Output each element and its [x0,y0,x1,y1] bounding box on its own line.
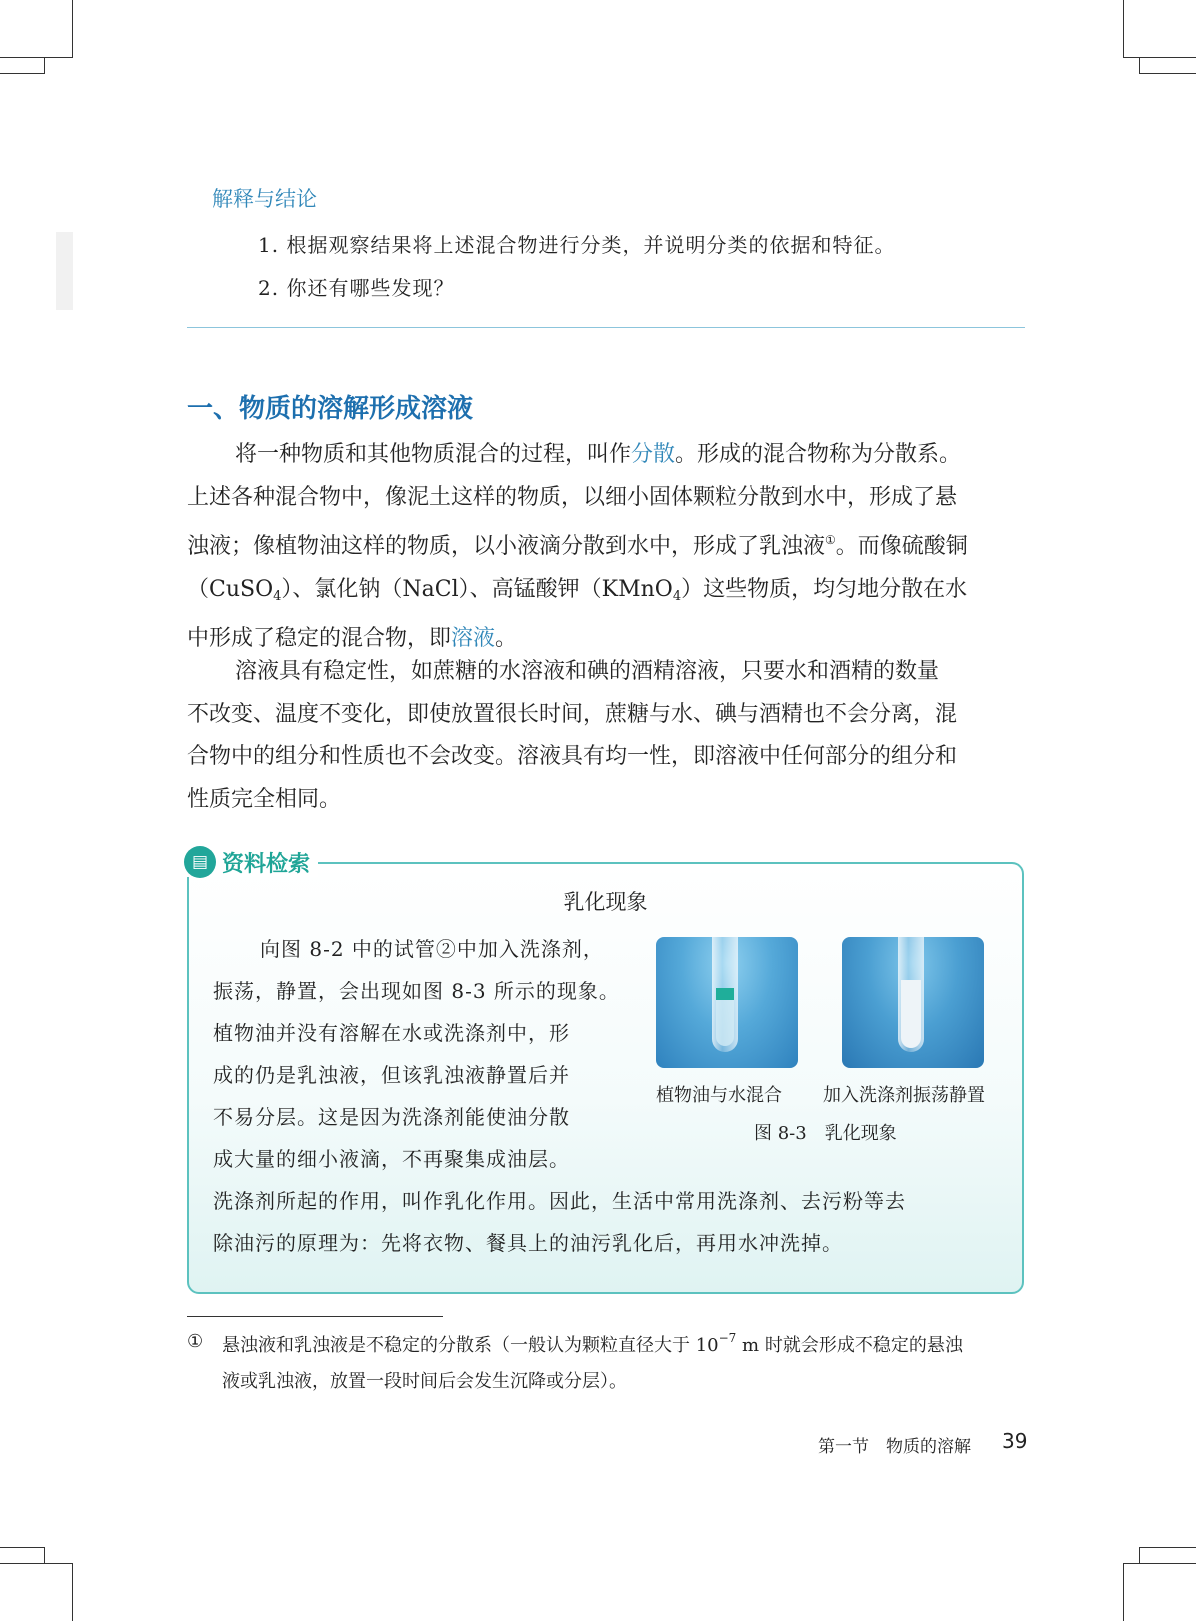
running-footer: 第一节 物质的溶解 [818,1437,971,1457]
text-line: 将一种物质和其他物质混合的过程，叫作分散。形成的混合物称为分散系。 [235,442,962,467]
question-1: 1. 根据观察结果将上述混合物进行分类，并说明分类的依据和特征。 [258,233,896,257]
test-tube [712,937,738,1052]
keyword-dispersion: 分散 [631,442,676,467]
paragraph-stability [187,651,1027,821]
margin-tab [56,232,73,310]
crop-mark [44,58,45,74]
info-line: 成的仍是乳浊液，但该乳浊液静置后并 [213,1063,570,1087]
footnote-ref: ① [825,533,836,547]
text-line: 中形成了稳定的混合物，即溶液。 [187,626,518,651]
crop-mark [1139,1547,1140,1563]
footnote-rule [187,1316,443,1317]
photo-caption-left: 植物油与水混合 [656,1085,782,1106]
text-line: 溶液具有稳定性，如蔗糖的水溶液和碘的酒精溶液，只要水和酒精的数量 [235,659,940,684]
keyword-solution: 溶液 [451,626,496,651]
crop-mark [1123,1563,1196,1564]
info-line: 振荡，静置，会出现如图 8-3 所示的现象。 [213,979,620,1003]
paragraph-dispersion [187,434,1027,661]
footnote-line: 液或乳浊液，放置一段时间后会发生沉降或分层）。 [222,1371,627,1392]
info-line: 除油污的原理为：先将衣物、餐具上的油污乳化后，再用水冲洗掉。 [213,1231,843,1255]
text-line: 合物中的组分和性质也不会改变。溶液具有均一性，即溶液中任何部分的组分和 [187,744,958,769]
section-divider [187,327,1025,328]
info-box-title: 乳化现象 [563,890,648,914]
info-box-label: ▤ 资料检索 [184,847,318,877]
footnote-line: 悬浊液和乳浊液是不稳定的分散系（一般认为颗粒直径大于 $10^{-7}$ m 时就会形成不稳定的悬浊 [222,1331,963,1356]
crop-mark [0,73,45,74]
crop-mark [1123,57,1196,58]
test-tube [898,937,924,1052]
footnote-marker: ① [187,1331,204,1352]
text-line: 不改变、温度不变化，即使放置很长时间，蔗糖与水、碘与酒精也不会分离，混 [187,701,958,727]
section-title: 一、物质的溶解形成溶液 [187,394,474,424]
crop-mark [1139,58,1140,74]
crop-mark [0,1547,45,1548]
document-icon: ▤ [184,846,216,878]
test-tube-emulsion-photo [842,937,984,1068]
explanation-heading: 解释与结论 [212,187,317,211]
crop-mark [0,1563,73,1564]
info-line: 植物油并没有溶解在水或洗涤剂中，形 [213,1021,570,1045]
crop-mark [1139,1547,1196,1548]
photo-caption-right: 加入洗涤剂振荡静置 [823,1085,985,1106]
info-line: 向图 8-2 中的试管②中加入洗涤剂， [260,937,604,961]
crop-mark [72,0,73,58]
info-line: 成大量的细小液滴，不再聚集成油层。 [213,1147,570,1171]
crop-mark [1139,73,1196,74]
info-line: 洗涤剂所起的作用，叫作乳化作用。因此，生活中常用洗涤剂、去污粉等去 [213,1189,906,1213]
text-line: （CuSO$_4$）、氯化钠（NaCl）、高锰酸钾（KMnO$_4$）这些物质，均匀地分散在水 [187,576,968,604]
crop-mark [72,1563,73,1621]
text-line: 上述各种混合物中，像泥土这样的物质，以细小固体颗粒分散到水中，形成了悬 [187,484,958,510]
crop-mark [1123,0,1124,58]
crop-mark [0,57,73,58]
text-line: 浊液；像植物油这样的物质，以小液滴分散到水中，形成了乳浊液①。而像硫酸铜 [187,533,968,559]
page-number: 39 [1002,1429,1028,1453]
test-tube-oil-water-photo [656,937,798,1068]
info-line: 不易分层。这是因为洗涤剂能使油分散 [213,1105,570,1129]
crop-mark [44,1547,45,1563]
text-line: 性质完全相同。 [187,786,342,812]
crop-mark [1123,1563,1124,1621]
figure-caption: 图 8-3 乳化现象 [754,1123,897,1144]
question-2: 2. 你还有哪些发现？ [258,276,455,300]
